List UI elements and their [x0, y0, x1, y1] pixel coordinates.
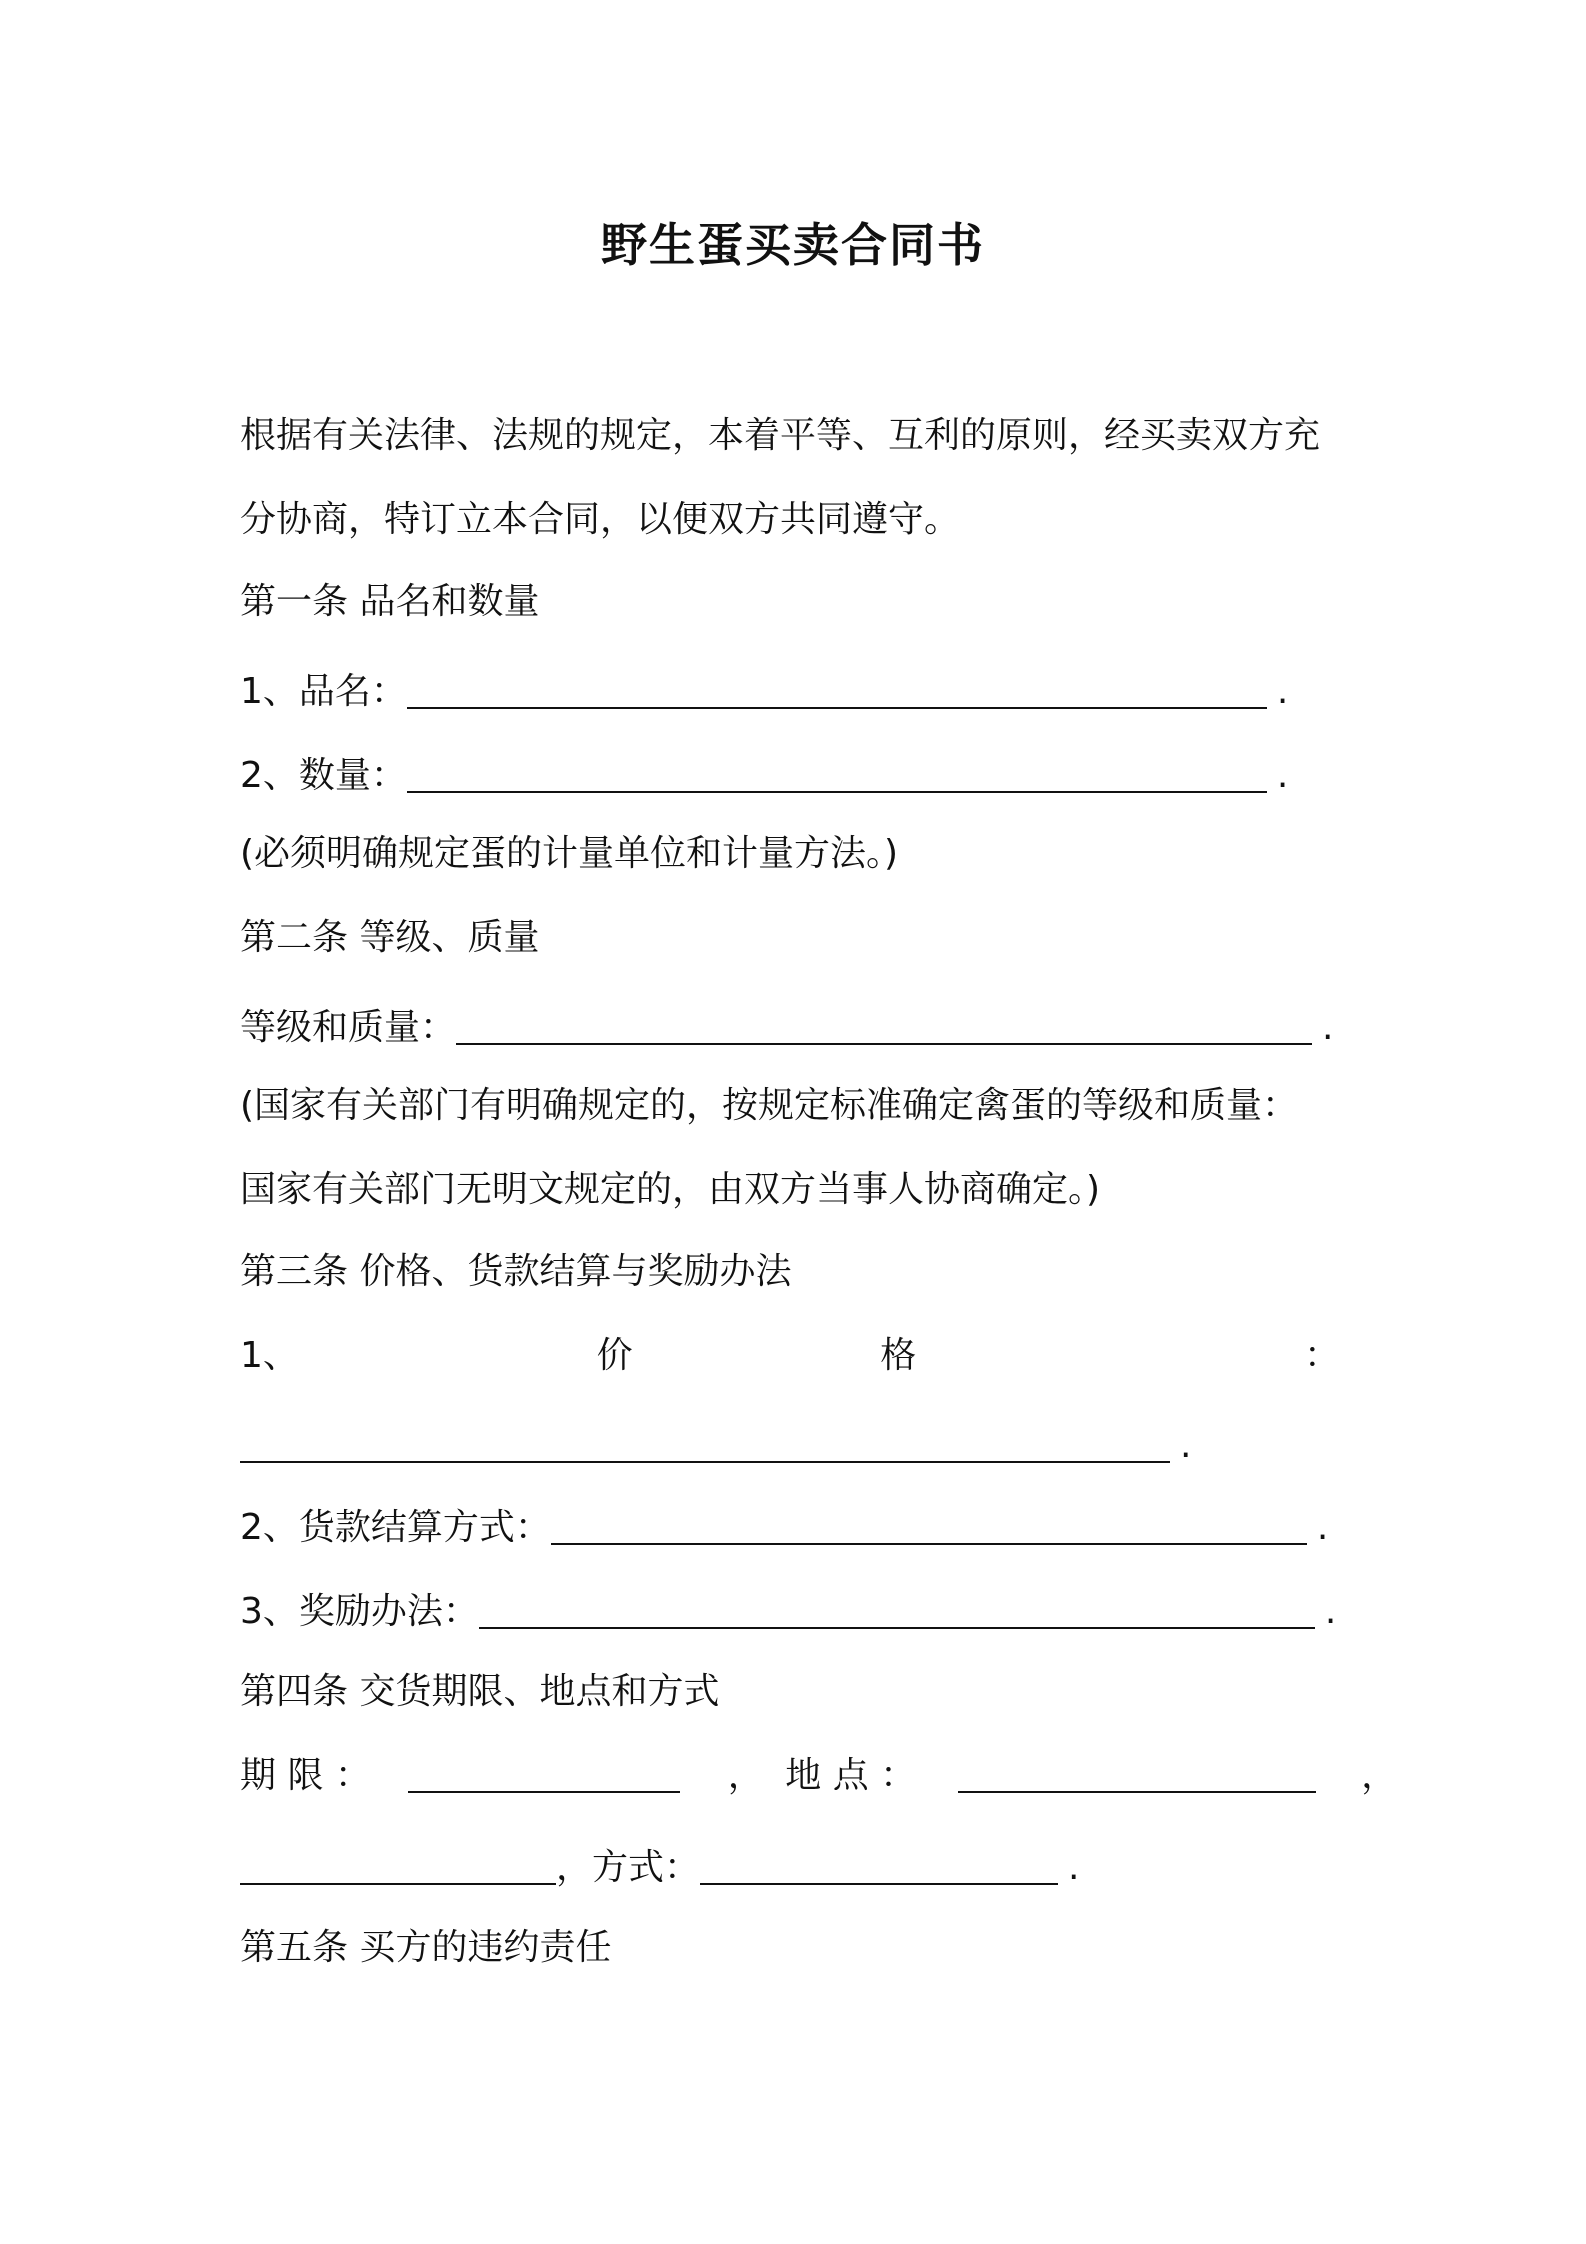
- article-1-item-2: [240, 748, 1350, 804]
- period: .: [1322, 1007, 1334, 1048]
- grade-quality-label: 等级和质量：: [240, 1007, 457, 1048]
- document-title: 野生蛋买卖合同书: [601, 218, 985, 272]
- period: .: [1276, 671, 1289, 712]
- article-1-item-1: [240, 664, 1350, 720]
- place-label: 地 点 ：: [785, 1755, 917, 1796]
- reward-label: 3、奖励办法：: [240, 1591, 479, 1632]
- price-char-1: 价: [596, 1335, 633, 1376]
- place-blank-continued[interactable]: [240, 1843, 556, 1885]
- article-3-item-2: [240, 1500, 1350, 1556]
- price-char-2: 格: [880, 1335, 917, 1376]
- term-label: 期 限 ：: [240, 1755, 371, 1796]
- period: .: [1316, 1507, 1329, 1548]
- settlement-label: 2、货款结算方式：: [240, 1507, 551, 1548]
- price-number: 1、: [240, 1335, 299, 1376]
- quantity-blank[interactable]: [407, 751, 1267, 793]
- grade-quality-blank[interactable]: [456, 1003, 1312, 1045]
- article-3-price-blank-line: [240, 1418, 1350, 1474]
- article-2-heading: 第二条 等级、质量: [240, 917, 540, 958]
- product-name-blank[interactable]: [407, 667, 1267, 709]
- article-3-heading: 第三条 价格、货款结算与奖励办法: [240, 1251, 792, 1292]
- article-2-note-line-1: (国家有关部门有明确规定的，按规定标准确定禽蛋的等级和质量：: [240, 1085, 1299, 1126]
- place-blank[interactable]: [958, 1751, 1316, 1793]
- article-4-term-place: [240, 1748, 1398, 1804]
- article-4-heading: 第四条 交货期限、地点和方式: [240, 1671, 720, 1712]
- period: .: [1068, 1847, 1080, 1888]
- reward-blank[interactable]: [479, 1587, 1315, 1629]
- comma: ，: [1361, 1755, 1398, 1796]
- price-blank[interactable]: [240, 1421, 1170, 1463]
- article-5-heading: 第五条 买方的违约责任: [240, 1927, 612, 1968]
- article-4-method: [240, 1840, 1350, 1896]
- article-1-note: (必须明确规定蛋的计量单位和计量方法。): [240, 833, 899, 874]
- quantity-label: 2、数量：: [240, 755, 407, 796]
- period: .: [1276, 755, 1289, 796]
- period: .: [1324, 1591, 1337, 1632]
- period: .: [1180, 1425, 1192, 1466]
- term-blank[interactable]: [408, 1751, 680, 1793]
- article-2-note-line-2: 国家有关部门无明文规定的，由双方当事人协商确定。): [240, 1169, 1101, 1210]
- article-1-heading: 第一条 品名和数量: [240, 581, 540, 622]
- preamble-line-2: 分协商，特订立本合同，以便双方共同遵守。: [240, 499, 961, 540]
- article-3-item-3: [240, 1584, 1350, 1640]
- method-blank[interactable]: [700, 1843, 1058, 1885]
- article-3-item-1: [240, 1328, 1340, 1384]
- article-2-item: [240, 1000, 1350, 1056]
- comma: ，: [727, 1755, 764, 1796]
- product-name-label: 1、品名：: [240, 671, 407, 712]
- price-colon: ：: [1303, 1335, 1340, 1376]
- settlement-blank[interactable]: [551, 1503, 1307, 1545]
- preamble-line-1: 根据有关法律、法规的规定，本着平等、互利的原则，经买卖双方充: [240, 415, 1321, 456]
- method-label: ，方式：: [556, 1847, 701, 1888]
